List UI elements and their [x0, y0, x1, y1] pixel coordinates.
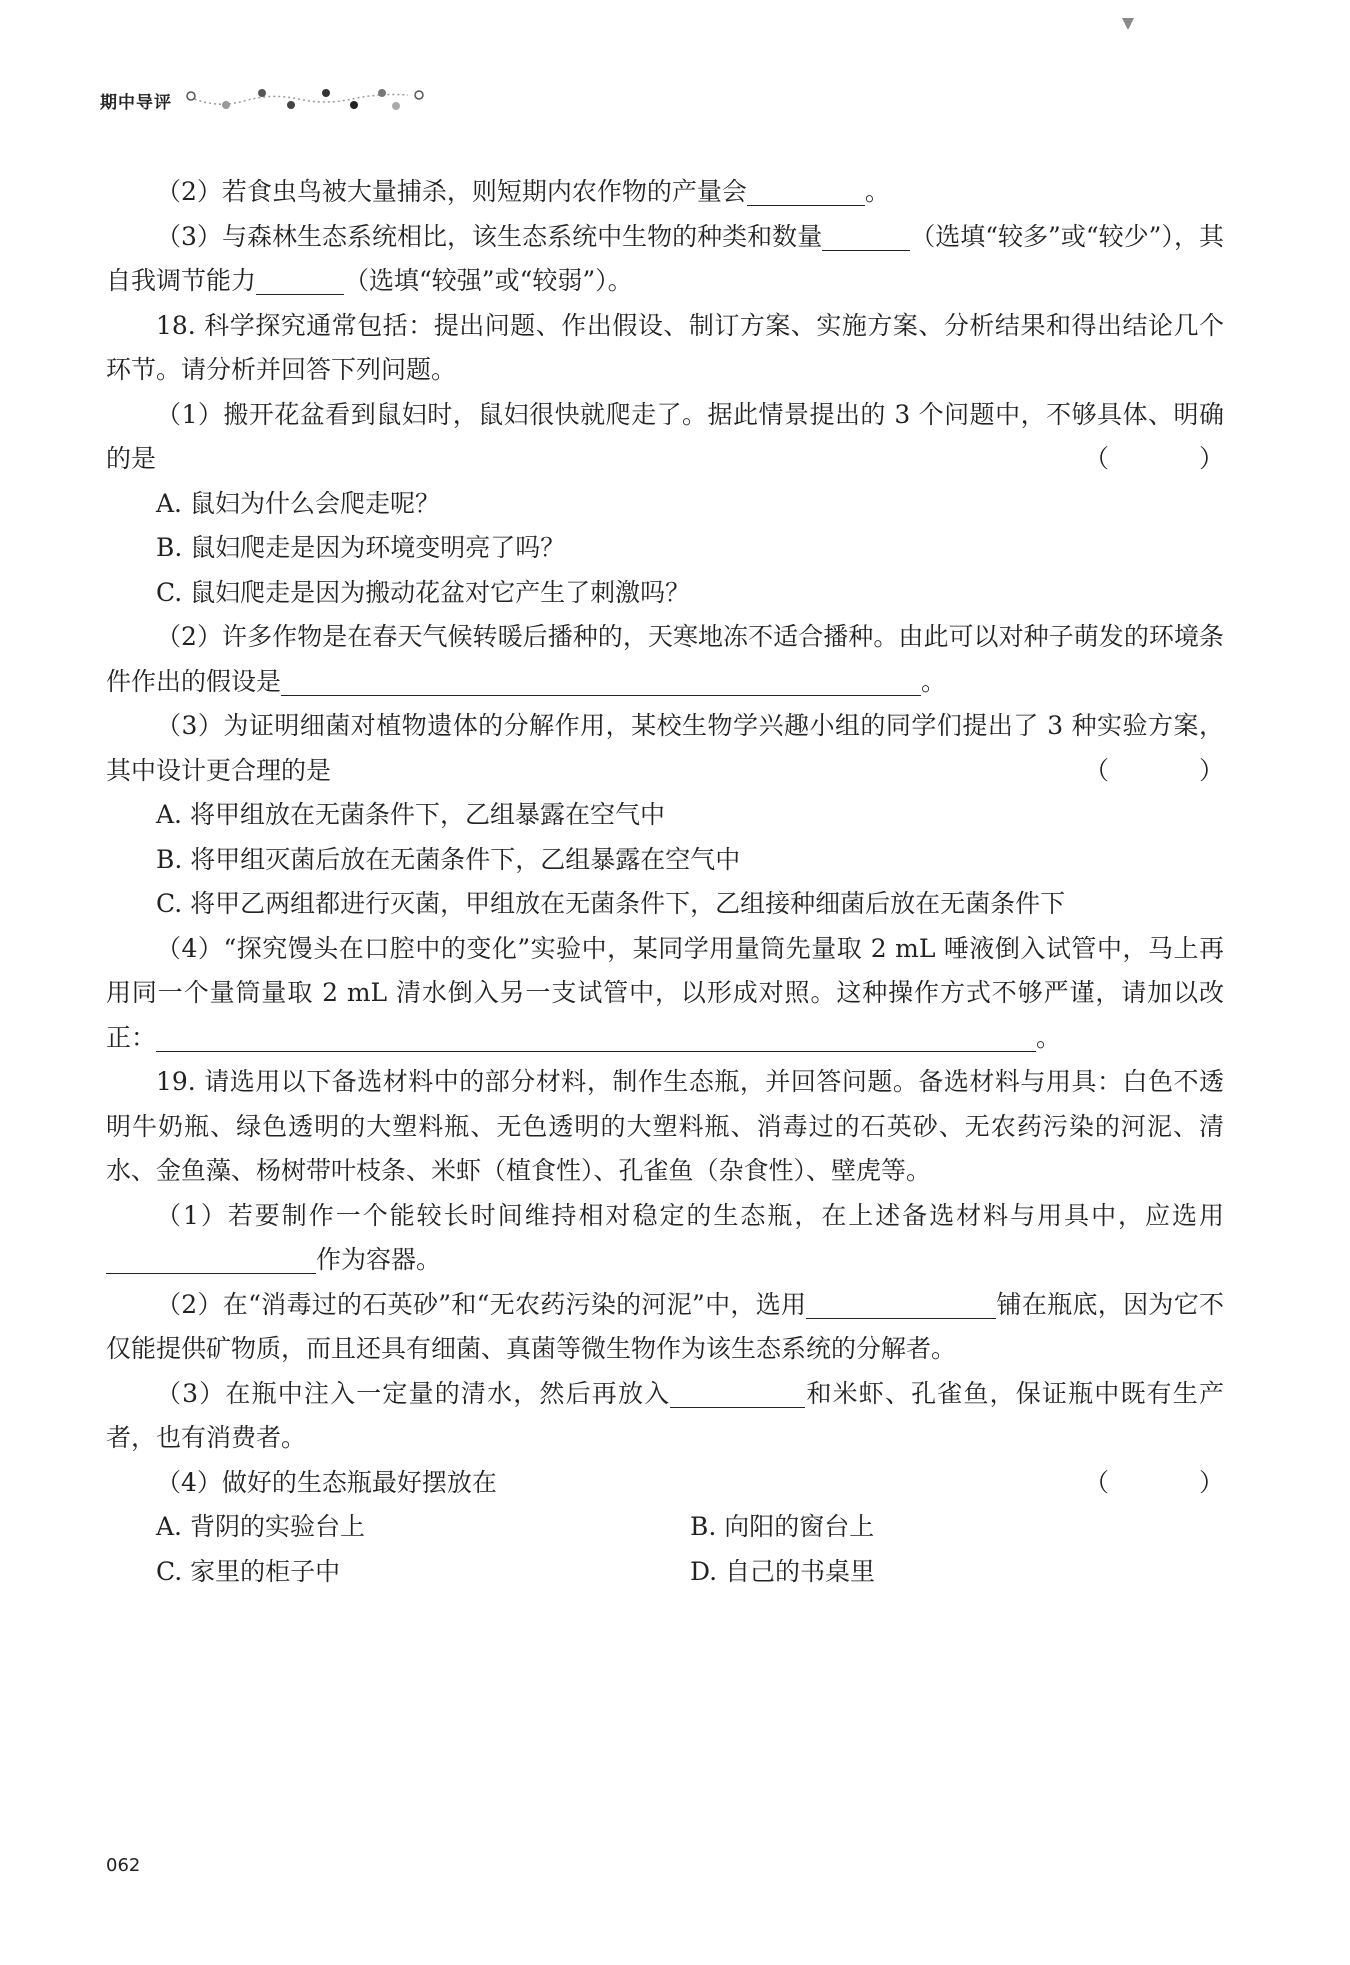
q18-part3-option-a: A. 将甲组放在无菌条件下，乙组暴露在空气中	[156, 800, 665, 829]
page-number: 062	[106, 1855, 141, 1876]
q18-part1: （1）搬开花盆看到鼠妇时，鼠妇很快就爬走了。据此情景提出的 3 个问题中，不够具体、明确的是 （ ）	[106, 393, 1224, 482]
q19-part4-option-c: C. 家里的柜子中	[156, 1556, 341, 1586]
q18-part1-option-a: A. 鼠妇为什么会爬走呢？	[156, 488, 440, 518]
q19-part1: （1）若要制作一个能较长时间维持相对稳定的生态瓶，在上述备选材料与用具中，应选用作为容器。	[106, 1194, 1224, 1283]
q19-part4-options-row-2	[106, 1550, 1224, 1595]
q18-part4: （4）“探究馒头在口腔中的变化”实验中，某同学用量筒先量取 2 mL 唾液倒入试管中，马上再用同一个量筒量取 2 mL 清水倒入另一支试管中，以形成对照。这种操作方式不够严谨，请加以改正： 。	[106, 933, 1224, 1052]
q18-part2: （2）许多作物是在春天气候转暖后播种的，天寒地冻不适合播种。由此可以对种子萌发的环境条件作出的假设是 。	[106, 622, 1224, 696]
header-title: 期中导评	[100, 92, 172, 113]
q18-part3-option-c: C. 将甲乙两组都进行灭菌，甲组放在无菌条件下，乙组接种细菌后放在无菌条件下	[156, 889, 1066, 918]
page-header	[100, 83, 426, 117]
q19-part4: （4）做好的生态瓶最好摆放在 （ ）	[106, 1461, 1224, 1506]
answer-blank[interactable]	[256, 268, 344, 295]
answer-blank[interactable]	[281, 669, 921, 696]
page-corner-marker	[1122, 18, 1134, 30]
question-content	[106, 170, 1224, 1594]
q18-stem: 18. 科学探究通常包括：提出问题、作出假设、制订方案、实施方案、分析结果和得出结论几个环节。请分析并回答下列问题。	[106, 310, 1224, 384]
q18-part3: （3）为证明细菌对植物遗体的分解作用，某校生物学兴趣小组的同学们提出了 3 种实验方案，其中设计更合理的是 （ ）	[106, 704, 1224, 793]
q19-part4-option-b: B. 向阳的窗台上	[690, 1512, 875, 1541]
answer-blank[interactable]	[747, 179, 865, 206]
q19-part4-option-d: D. 自己的书桌里	[690, 1556, 876, 1586]
q18-part1-option-b: B. 鼠妇爬走是因为环境变明亮了吗？	[156, 533, 566, 562]
answer-blank[interactable]	[156, 1025, 1036, 1052]
q19-stem: 19. 请选用以下备选材料中的部分材料，制作生态瓶，并回答问题。备选材料与用具：白色不透明牛奶瓶、绿色透明的大塑料瓶、无色透明的大塑料瓶、消毒过的石英砂、无农药污染的河泥、清水、金鱼藻、杨树带叶枝条、米虾（植食性）、孔雀鱼（杂食性）、壁虎等。	[106, 1067, 1224, 1185]
q19-part3: （3）在瓶中注入一定量的清水，然后再放入 和米虾、孔雀鱼，保证瓶中既有生产者，也有消费者。	[106, 1378, 1224, 1452]
answer-paren[interactable]: （ ）	[1083, 1467, 1224, 1497]
answer-blank[interactable]	[106, 1247, 316, 1274]
q18-part1-option-c: C. 鼠妇爬走是因为搬动花盆对它产生了刺激吗？	[156, 577, 691, 607]
q19-part2: （2）在“消毒过的石英砂”和“无农药污染的河泥”中，选用 铺在瓶底，因为它不仅能提供矿物质，而且还具有细菌、真菌等微生物作为该生态系统的分解者。	[106, 1289, 1224, 1363]
answer-blank[interactable]	[670, 1381, 805, 1408]
dotted-wave-decoration-icon	[186, 85, 426, 115]
q17-part2: （2）若食虫鸟被大量捕杀，则短期内农作物的产量会 。	[156, 177, 890, 206]
answer-paren[interactable]: （ ）	[1083, 444, 1224, 473]
q19-part4-options-row-1	[106, 1505, 1224, 1550]
q17-part3: （3）与森林生态系统相比，该生态系统中生物的种类和数量 （选填“较多”或“较少”），其自我调节能力 （选填“较强”或“较弱”）。	[106, 221, 1224, 295]
q19-part4-option-a: A. 背阴的实验台上	[156, 1512, 365, 1541]
q18-part3-option-b: B. 将甲组灭菌后放在无菌条件下，乙组暴露在空气中	[156, 844, 741, 874]
answer-paren[interactable]: （ ）	[1083, 755, 1224, 785]
answer-blank[interactable]	[822, 224, 910, 251]
answer-blank[interactable]	[806, 1292, 996, 1319]
